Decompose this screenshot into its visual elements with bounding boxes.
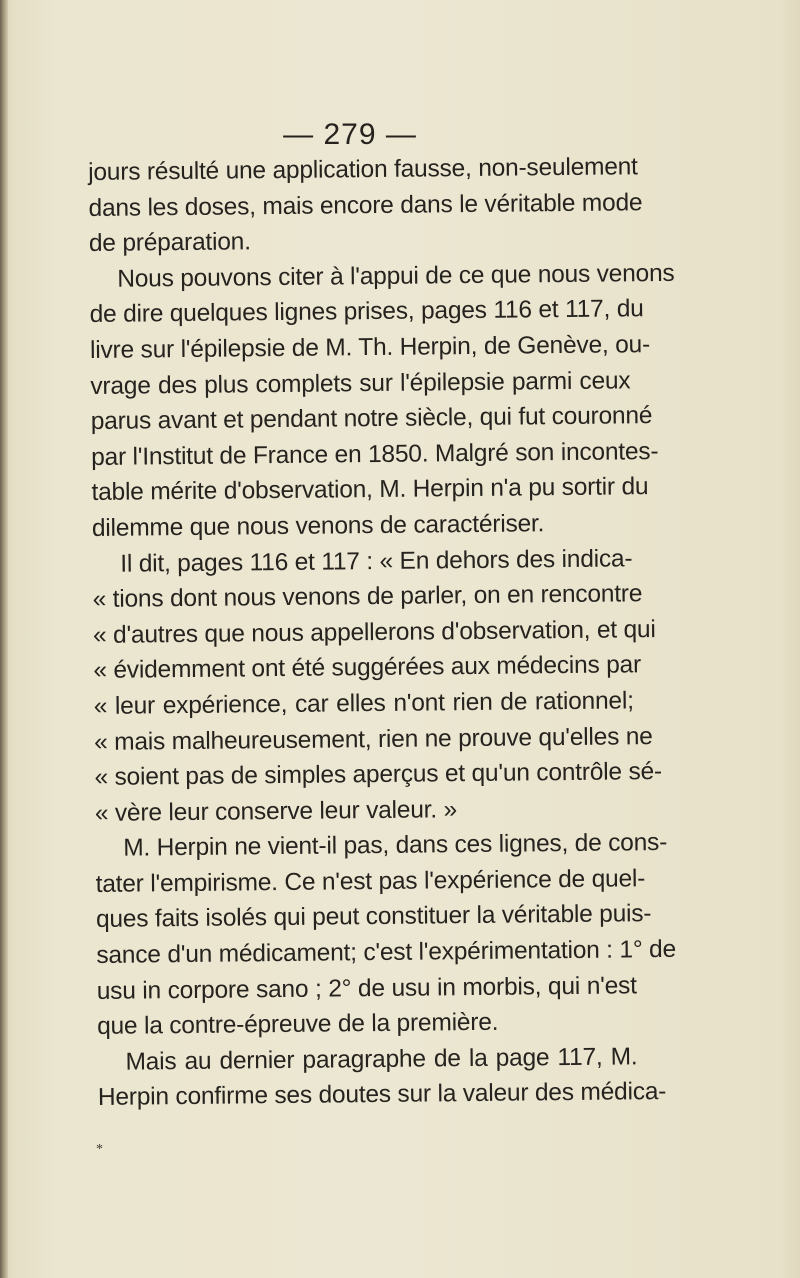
text-line: parus avant et pendant notre siècle, qui fut couronné bbox=[90, 402, 653, 436]
text-line: table mérite d'observation, M. Herpin n'a pu sortir du bbox=[91, 473, 649, 507]
text-line: de dire quelques lignes prises, pages 116 et 117, du bbox=[89, 295, 644, 329]
text-line: « tions dont nous venons de parler, on en rencontre bbox=[92, 580, 643, 614]
text-line: Herpin confirme ses doutes sur la valeur des médica- bbox=[97, 1078, 667, 1112]
text-line: « soient pas de simples aperçus et qu'un contrôle sé- bbox=[94, 758, 663, 792]
page-number: — 279 — bbox=[283, 118, 417, 151]
book-spine-edge bbox=[0, 0, 8, 1278]
text-line: par l'Institut de France en 1850. Malgré son incontes- bbox=[91, 437, 659, 471]
text-line: de préparation. bbox=[88, 228, 251, 258]
text-line: dans les doses, mais encore dans le véritable mode bbox=[88, 188, 643, 222]
printer-mark: * bbox=[96, 1142, 103, 1157]
body-text bbox=[88, 149, 677, 1116]
text-line: « leur expérience, car elles n'ont rien de rationnel; bbox=[93, 687, 634, 720]
text-line: Mais au dernier paragraphe de la page 117, M. bbox=[125, 1043, 638, 1076]
text-line: vrage des plus complets sur l'épilepsie parmi ceux bbox=[90, 366, 631, 400]
text-line: tater l'empirisme. Ce n'est pas l'expérience de quel- bbox=[95, 865, 646, 898]
text-line: livre sur l'épilepsie de M. Th. Herpin, de Genève, ou- bbox=[89, 331, 651, 364]
text-line: « vère leur conserve leur valeur. » bbox=[94, 795, 458, 827]
text-line: que la contre-épreuve de la première. bbox=[96, 1009, 499, 1041]
text-line: « d'autres que nous appellerons d'observation, et qui bbox=[92, 615, 656, 649]
text-line: « évidemment ont été suggérées aux médecins par bbox=[93, 651, 642, 685]
text-line: Nous pouvons citer à l'appui de ce que nous venons bbox=[117, 259, 675, 293]
text-line: M. Herpin ne vient-il pas, dans ces lignes, de cons- bbox=[123, 829, 668, 862]
text-line: sance d'un médicament; c'est l'expérimentation : 1° de bbox=[96, 935, 677, 970]
text-line: ques faits isolés qui peut constituer la véritable puis- bbox=[95, 900, 652, 934]
text-line: usu in corpore sano ; 2° de usu in morbis, qui n'est bbox=[96, 971, 637, 1005]
text-line: jours résulté une application fausse, non-seulement bbox=[88, 153, 638, 186]
text-line: Il dit, pages 116 et 117 : « En dehors des indica- bbox=[120, 544, 633, 578]
text-line: dilemme que nous venons de caractériser. bbox=[91, 510, 545, 542]
text-line: « mais malheureusement, rien ne prouve qu'elles ne bbox=[94, 722, 653, 756]
